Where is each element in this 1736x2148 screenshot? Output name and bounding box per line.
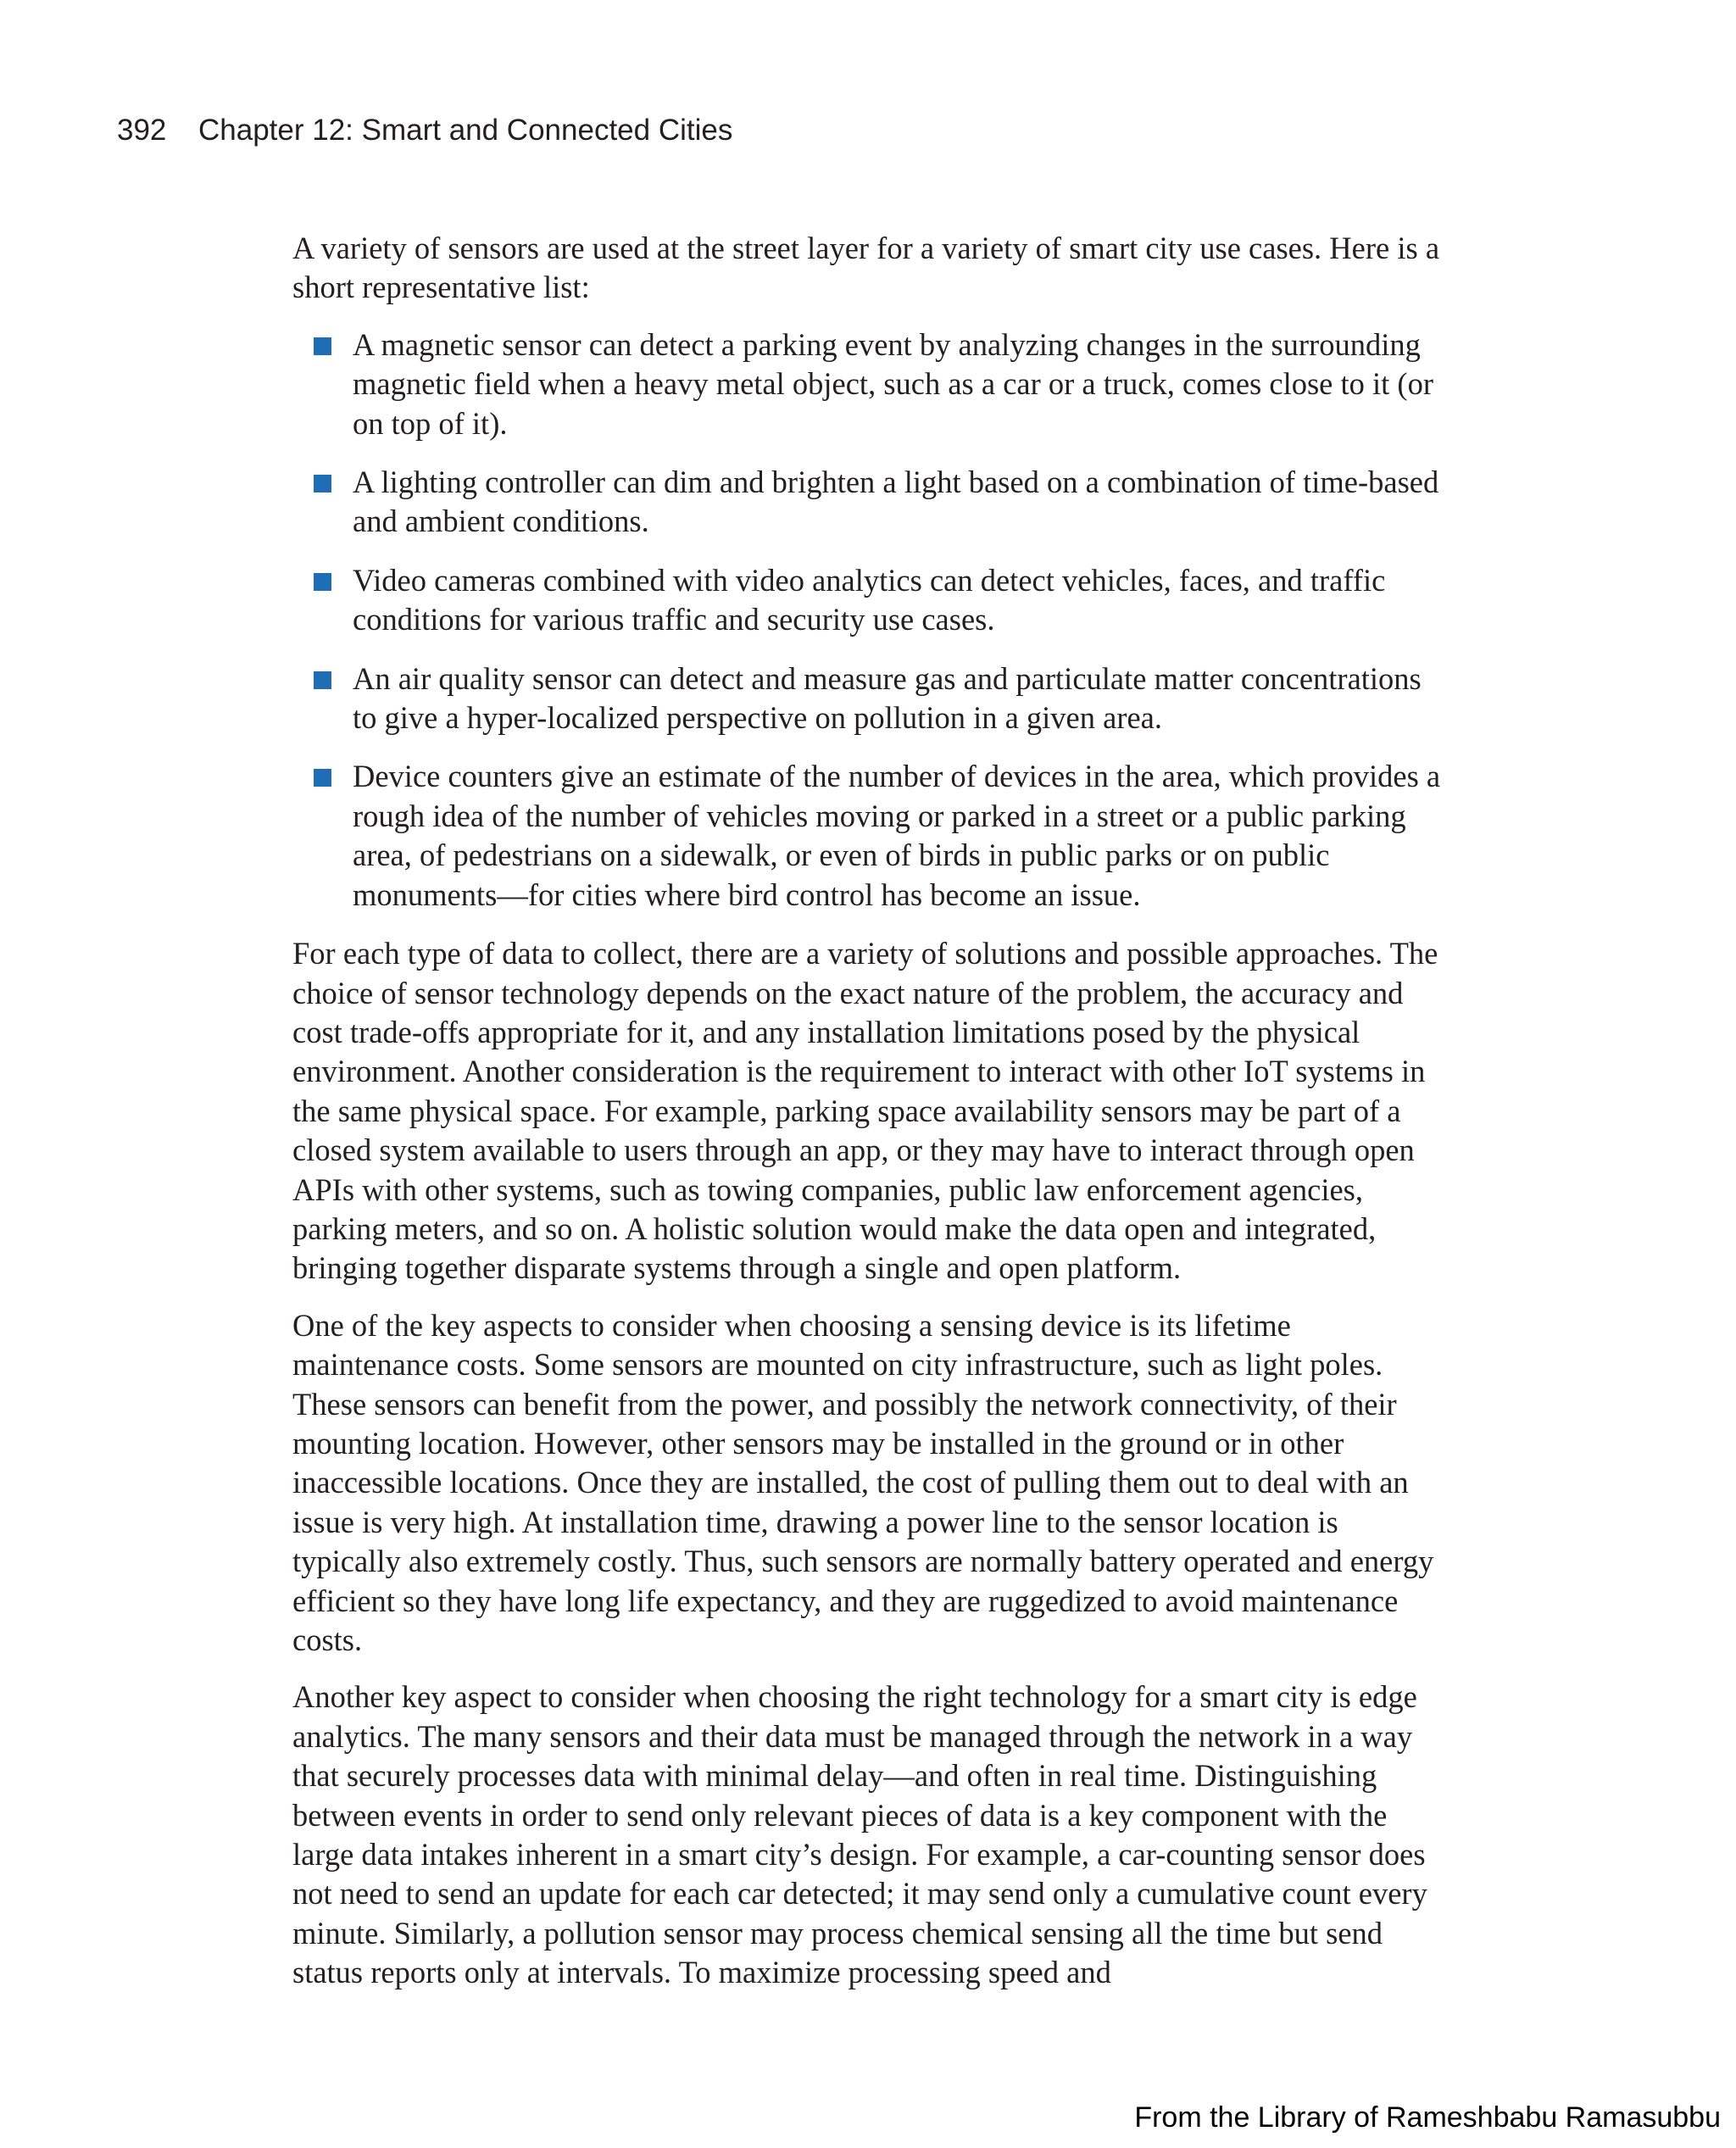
page-number: 392 [117, 114, 167, 147]
list-item-text: Device counters give an estimate of the number of devices in the area, which provides a rough idea of the number of vehicles moving or parked in a street or a public parking area, of pedestrians on a sidewalk, or even of birds in public parks or on public monuments—for cities where bird control has become an issue. [353, 759, 1441, 912]
library-credit: From the Library of Rameshbabu Ramasubbu [1134, 2101, 1721, 2134]
list-item [292, 561, 1445, 640]
paragraph-sensor-choice: For each type of data to collect, there are a variety of solutions and possible approaches. The choice of sensor technology depends on the exact nature of the problem, the accuracy and cost trade-offs appropriate for it, and any installation limitations posed by the physical environment. Another consideration is the requirement to interact with other IoT systems in the same physical space. For example, parking space availability sensors may be part of a closed system available to users through an app, or they may have to interact through open APIs with other systems, such as towing companies, public law enforcement agencies, parking meters, and so on. A holistic solution would make the data open and integrated, bringing together disparate systems through a single and open platform. [292, 936, 1438, 1286]
intro-paragraph: A variety of sensors are used at the street layer for a variety of smart city use cases. Here is a short representative list: [292, 231, 1440, 305]
list-item [292, 326, 1445, 443]
body-text [292, 229, 1445, 2011]
paragraph-edge-analytics: Another key aspect to consider when choosing the right technology for a smart city is edge analytics. The many sensors and their data must be managed through the network in a way that securely processes data with minimal delay—and often in real time. Distinguishing between events in order to send only relevant pieces of data is a key component with the large data intakes inherent in a smart city’s design. For example, a car-counting sensor does not need to send an update for each car detected; it may send only a cumulative count every minute. Similarly, a pollution sensor may process chemical sensing all the time but send status reports only at intervals. To maximize processing speed and [292, 1679, 1427, 1990]
square-bullet-icon [314, 671, 331, 689]
list-item-text: A lighting controller can dim and brighten a light based on a combination of time-based and ambient conditions. [353, 465, 1439, 539]
paragraph-maintenance-costs: One of the key aspects to consider when choosing a sensing device is its lifetime maintenance costs. Some sensors are mounted on city infrastructure, such as light poles. These sensors can benefit from the power, and possibly the network connectivity, of their mounting location. However, other sensors may be installed in the ground or in other inaccessible locations. Once they are installed, the cost of pulling them out to deal with an issue is very high. At installation time, drawing a power line to the sensor location is typically also extremely costly. Thus, such sensors are normally battery operated and energy efficient so they have long life expectancy, and they are ruggedized to avoid maintenance costs. [292, 1307, 1434, 1657]
square-bullet-icon [314, 337, 331, 355]
list-item [292, 757, 1445, 915]
list-item-text: An air quality sensor can detect and measure gas and particulate matter concentrations to give a hyper-localized perspective on pollution in a given area. [353, 660, 1422, 736]
running-head [117, 112, 732, 149]
square-bullet-icon [314, 475, 331, 492]
square-bullet-icon [314, 573, 331, 591]
sensor-list [292, 326, 1445, 915]
list-item-text: A magnetic sensor can detect a parking event by analyzing changes in the surrounding magnetic field when a heavy metal object, such as a car or a truck, comes close to it (or on top of it). [353, 326, 1433, 441]
list-item [292, 463, 1445, 542]
chapter-title: Chapter 12: Smart and Connected Cities [198, 114, 733, 147]
square-bullet-icon [314, 769, 331, 787]
list-item-text: Video cameras combined with video analytics can detect vehicles, faces, and traffic conditions for various traffic and security use cases. [353, 562, 1386, 637]
list-item [292, 659, 1445, 738]
